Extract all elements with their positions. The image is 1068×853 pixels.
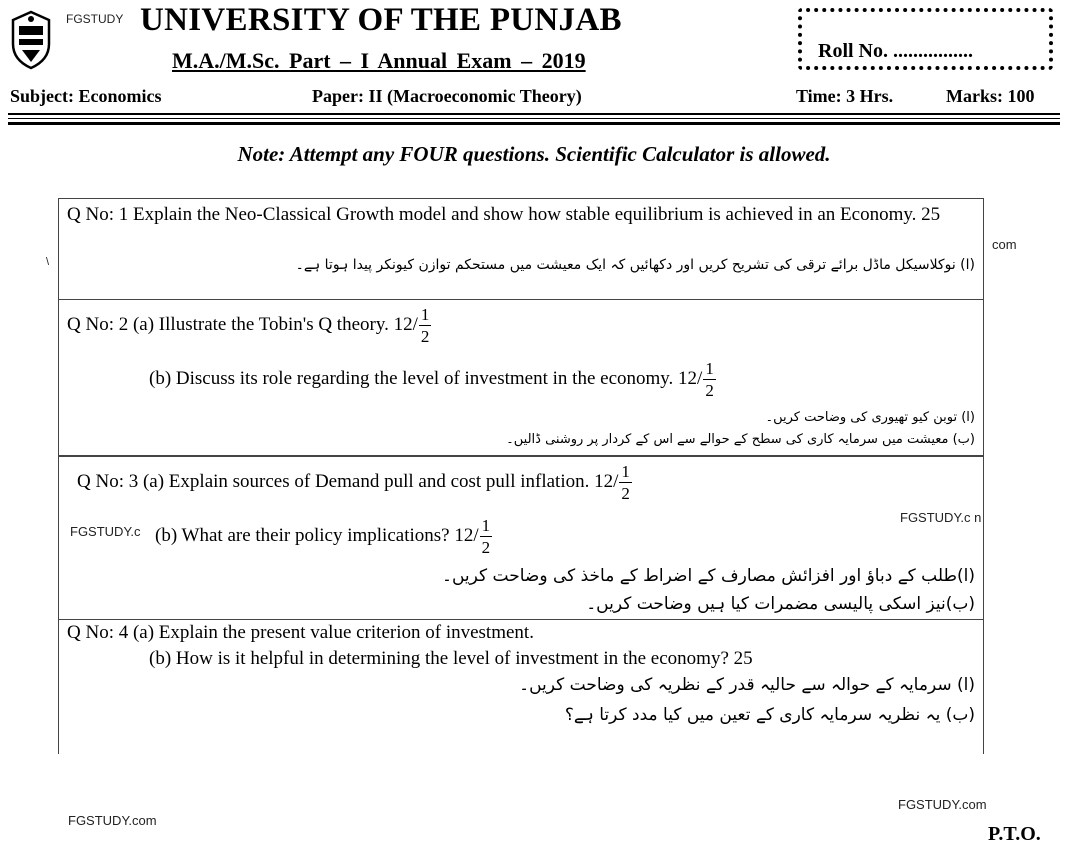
question-2-box [58, 300, 984, 456]
question-4-box [58, 620, 984, 754]
watermark-footer-left: FGSTUDY.com [68, 813, 157, 828]
question-2-urdu-b: (ب) معیشت میں سرمایہ کاری کی سطح کے حوالے سے اس کے کردار پر روشنی ڈالیں۔ [506, 432, 975, 447]
exam-note: Note: Attempt any FOUR questions. Scientific Calculator is allowed. [237, 142, 831, 166]
roll-number-box [798, 8, 1053, 70]
fraction-numerator: 1 [481, 516, 491, 535]
question-2a [67, 306, 431, 345]
fraction-denominator: 2 [705, 381, 714, 400]
time-label: Time: 3 Hrs. [796, 86, 894, 106]
fraction-numerator: 1 [621, 462, 630, 481]
question-3-urdu-a: (ا)طلب کے دباؤ اور افزائش مصارف کے اضراط کے ماخذ کی وضاحت کریں۔ [442, 566, 975, 586]
paper-label: Paper: II (Macroeconomic Theory) [312, 86, 582, 106]
scan-tick-mark: \ [46, 256, 50, 268]
question-2b [149, 360, 716, 399]
fraction-half [703, 360, 716, 399]
exam-subtitle: M.A./M.Sc. Part – I Annual Exam – 2019 [172, 48, 586, 73]
fraction-denominator: 2 [621, 484, 630, 503]
watermark-short: FGSTUDY [66, 12, 124, 26]
question-3-urdu-b: (ب)نیز اسکی پالیسی مضمرات کیا ہیں وضاحت کریں۔ [586, 594, 975, 614]
pto-label: P.T.O. [988, 823, 1041, 845]
university-logo-icon [8, 10, 54, 70]
fraction-numerator: 1 [705, 359, 714, 378]
roll-number-label: Roll No. ................ [818, 40, 973, 62]
question-1-urdu: (ا) نوکلاسیکل ماڈل برائے ترقی کی تشریح کریں اور دکھائیں کہ ایک معیشت میں مستحکم توازن کیونکر پیدا ہوتا ہے۔ [295, 257, 975, 273]
fraction-half [419, 306, 432, 345]
question-3b [155, 517, 492, 556]
watermark-com: com [992, 237, 1017, 252]
question-3a [77, 463, 632, 502]
question-4b-text: (b) How is it helpful in determining the level of investment in the economy? 25 [149, 648, 753, 669]
question-1-text: Q No: 1 Explain the Neo-Classical Growth model and show how stable equilibrium is achieved in an Economy. 25 [67, 204, 941, 225]
header-rule-bottom [8, 122, 1060, 125]
question-3a-text: Q No: 3 (a) Explain sources of Demand pull and cost pull inflation. 12/ [77, 470, 619, 492]
marks-label: Marks: 100 [946, 86, 1035, 106]
question-4-urdu-b: (ب) یہ نظریہ سرمایہ کاری کے تعین میں کیا مدد کرتا ہے؟ [564, 705, 975, 725]
watermark-fgstudy-right: FGSTUDY.c n [900, 510, 982, 525]
fraction-denominator: 2 [420, 327, 430, 346]
subject-label: Subject: Economics [10, 86, 162, 106]
university-title: UNIVERSITY OF THE PUNJAB [140, 2, 622, 38]
header-rule-mid [8, 118, 1060, 119]
fraction-numerator: 1 [420, 305, 430, 324]
question-2-urdu-a: (ا) توبن کیو تھیوری کی وضاحت کریں۔ [765, 410, 975, 425]
question-4a-text: Q No: 4 (a) Explain the present value criterion of investment. [67, 622, 534, 643]
fraction-denominator: 2 [481, 538, 491, 557]
question-3-box [58, 456, 984, 620]
question-2a-text: Q No: 2 (a) Illustrate the Tobin's Q theory. 12/ [67, 313, 418, 335]
watermark-fgstudy-left: FGSTUDY.c [70, 524, 141, 539]
question-4-urdu-a: (ا) سرمایہ کے حوالہ سے حالیہ قدر کے نظریہ کی وضاحت کریں۔ [519, 675, 975, 695]
fraction-half [619, 463, 632, 502]
header-rule-top [8, 113, 1060, 115]
question-3b-text: (b) What are their policy implications? 12/ [155, 524, 479, 546]
fraction-half [480, 517, 493, 556]
watermark-footer-right: FGSTUDY.com [898, 797, 987, 812]
question-1-box [58, 198, 984, 300]
question-2b-text: (b) Discuss its role regarding the level of investment in the economy. 12/ [149, 367, 703, 389]
